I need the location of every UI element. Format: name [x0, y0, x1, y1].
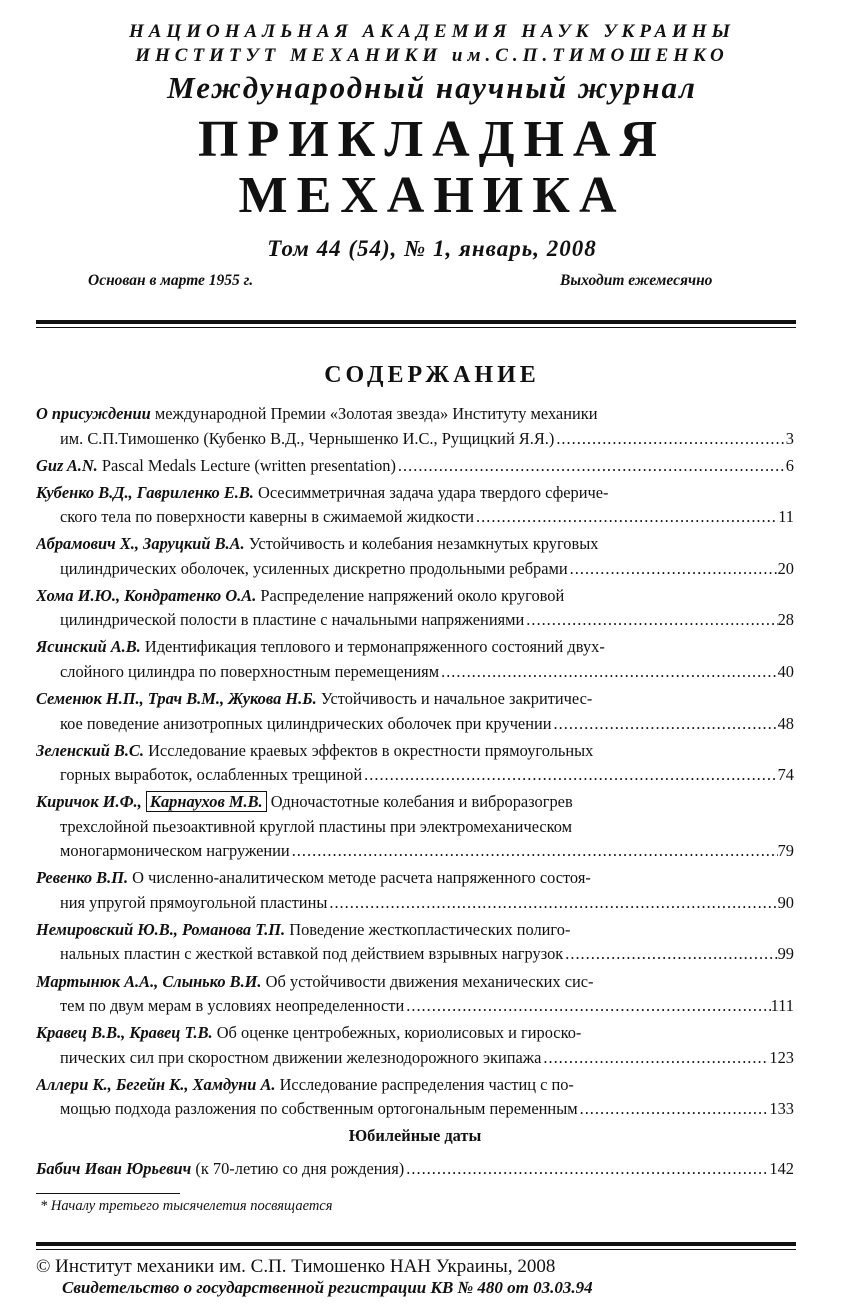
toc-title-cont: им. С.П.Тимошенко (Кубенко В.Д., Чернышенко И.С., Рущицкий Я.Я.) — [60, 428, 555, 448]
toc-page: 20 — [777, 558, 794, 578]
toc-authors: Абрамович Х., Заруцкий В.А. — [36, 534, 245, 554]
leader-dots — [396, 454, 786, 479]
toc-page: 142 — [769, 1158, 794, 1178]
leader-dots — [404, 994, 770, 1019]
toc-title: Идентификация теплового и термонапряженного состояний двух- — [144, 637, 605, 657]
toc-authors: Киричок И.Ф., — [36, 792, 142, 812]
toc-page: 111 — [770, 996, 794, 1016]
toc-title: (к 70-летию со дня рождения) — [195, 1158, 405, 1178]
toc-entry[interactable] — [36, 481, 794, 530]
toc-entry-jubilee[interactable] — [36, 1157, 794, 1182]
toc-title: О численно-аналитическом методе расчета напряженного состоя- — [132, 868, 591, 888]
toc-title-cont: тем по двум мерам в условиях неопределенности — [60, 996, 405, 1016]
toc-entry[interactable] — [36, 866, 794, 915]
toc-title: Поведение жесткопластических полиго- — [289, 919, 571, 939]
volume-issue: Том 44 (54), № 1, январь, 2008 — [267, 236, 597, 261]
jubilee-heading: Юбилейные даты — [348, 1126, 482, 1146]
toc-title-cont: цилиндрических оболочек, усиленных дискретно продольными ребрами — [60, 558, 568, 578]
toc-authors: Хома И.Ю., Кондратенко О.А. — [36, 585, 257, 605]
toc-authors: Кубенко В.Д., Гавриленко Е.В. — [36, 482, 254, 502]
toc-title: международной Премии «Золотая звезда» Институту механики — [154, 404, 598, 423]
toc-entry[interactable] — [36, 1073, 794, 1122]
toc-entry[interactable] — [36, 739, 794, 788]
footer-rule-thick — [36, 1242, 796, 1246]
header-rule-thin — [36, 327, 796, 328]
toc-authors: О присуждении — [36, 404, 151, 423]
toc-page: 74 — [777, 765, 794, 785]
toc-title-cont: моногармоническом нагружении — [60, 841, 290, 861]
toc-page: 11 — [778, 507, 794, 527]
footer-rule-thin — [36, 1249, 796, 1250]
toc-title: Исследование распределения частиц с по- — [279, 1074, 574, 1094]
toc-page: 99 — [777, 944, 794, 964]
leader-dots — [578, 1097, 770, 1122]
toc-authors: Кравец В.В., Кравец Т.В. — [36, 1023, 213, 1043]
toc-title-cont: ния упругой прямоугольной пластины — [60, 892, 328, 912]
footnote-rule — [36, 1193, 180, 1194]
toc-title: Одночастотные колебания и виброразогрев — [270, 792, 573, 812]
toc-title-cont: пических сил при скоростном движении железнодорожного экипажа — [60, 1047, 542, 1067]
toc-entry[interactable] — [36, 1021, 794, 1070]
toc-authors: Немировский Ю.В., Романова Т.П. — [36, 919, 286, 939]
founded-note: Основан в марте 1955 г. — [88, 272, 254, 289]
toc-title-cont: слойного цилиндра по поверхностным перемещениям — [60, 661, 440, 681]
leader-dots — [568, 557, 778, 582]
institute-name: ИНСТИТУТ МЕХАНИКИ им.С.П.ТИМОШЕНКО — [135, 45, 729, 66]
leader-dots — [474, 505, 778, 530]
toc-entry[interactable] — [36, 687, 794, 736]
masthead — [0, 20, 864, 294]
toc-boxed-author: Карнаухов М.В. — [146, 791, 267, 812]
leader-dots — [362, 763, 777, 788]
toc-entry[interactable] — [36, 402, 794, 451]
table-of-contents — [36, 402, 794, 1184]
toc-title-cont: цилиндрической полости в пластине с начальными напряжениями — [60, 610, 525, 630]
toc-authors: Зеленский В.С. — [36, 740, 144, 760]
toc-entry[interactable] — [36, 970, 794, 1019]
toc-page: 123 — [769, 1047, 794, 1067]
toc-authors: Бабич Иван Юрьевич — [36, 1158, 192, 1178]
leader-dots — [327, 891, 777, 916]
toc-title-cont: трехслойной пьезоактивной круглой пластины при электромеханическом — [60, 816, 573, 836]
toc-page: 40 — [777, 661, 794, 681]
footnote: * Началу третьего тысячелетия посвящается — [40, 1198, 333, 1214]
leader-dots — [563, 942, 777, 967]
toc-title-cont: горных выработок, ослабленных трещиной — [60, 765, 363, 785]
toc-page: 79 — [777, 841, 794, 861]
toc-page: 48 — [777, 713, 794, 733]
toc-title: Устойчивость и колебания незамкнутых круговых — [248, 534, 599, 554]
toc-title: Распределение напряжений около круговой — [260, 585, 565, 605]
academy-name: НАЦИОНАЛЬНАЯ АКАДЕМИЯ НАУК УКРАИНЫ — [128, 21, 736, 42]
frequency-note: Выходит ежемесячно — [560, 272, 713, 289]
toc-title: Об устойчивости движения механических сис- — [265, 971, 594, 991]
leader-dots — [290, 839, 778, 864]
toc-entry[interactable] — [36, 790, 794, 864]
toc-title-cont: нальных пластин с жесткой вставкой под действием взрывных нагрузок — [60, 944, 564, 964]
toc-authors: Семенюк Н.П., Трач В.М., Жукова Н.Б. — [36, 689, 317, 709]
toc-entry[interactable] — [36, 635, 794, 684]
toc-page: 28 — [777, 610, 794, 630]
journal-title-line1: ПРИКЛАДНАЯ — [198, 111, 666, 168]
journal-title-line2: МЕХАНИКА — [238, 167, 626, 224]
contents-heading: СОДЕРЖАНИЕ — [324, 362, 540, 388]
toc-title: Устойчивость и начальное закритичес- — [320, 689, 593, 709]
toc-title: Pascal Medals Lecture (written presentation) — [101, 455, 396, 475]
toc-title: Исследование краевых эффектов в окрестности прямоугольных — [148, 740, 594, 760]
leader-dots — [439, 660, 778, 685]
toc-title-cont: мощью подхода разложения по собственным ортогональным переменным — [60, 1099, 578, 1119]
subline — [0, 272, 864, 294]
leader-dots — [552, 712, 778, 737]
toc-page: 6 — [785, 455, 794, 475]
toc-authors: Ясинский А.В. — [36, 637, 141, 657]
toc-entry[interactable] — [36, 584, 794, 633]
leader-dots — [554, 427, 785, 452]
toc-authors: Аллери К., Бегейн К., Хамдуни А. — [36, 1074, 276, 1094]
toc-entry[interactable] — [36, 532, 794, 581]
toc-authors: Ревенко В.П. — [36, 868, 129, 888]
journal-type: Международный научный журнал — [167, 70, 697, 105]
toc-title: Осесимметричная задача удара твердого сфериче- — [258, 482, 609, 502]
toc-title-cont: ского тела по поверхности каверны в сжимаемой жидкости — [60, 507, 475, 527]
toc-entry[interactable] — [36, 918, 794, 967]
leader-dots — [524, 608, 777, 633]
toc-page: 3 — [785, 428, 794, 448]
toc-authors: Guz A.N. — [36, 455, 98, 475]
toc-title: Об оценке центробежных, кориолисовых и гироско- — [216, 1023, 582, 1043]
leader-dots — [404, 1157, 769, 1182]
leader-dots — [541, 1046, 769, 1071]
toc-page: 133 — [769, 1099, 794, 1119]
copyright: © Институт механики им. С.П. Тимошенко НАН Украины, 2008 — [36, 1256, 556, 1277]
registration-certificate: Свидетельство о государственной регистрации КВ № 480 от 03.03.94 — [62, 1278, 593, 1297]
toc-page: 90 — [777, 892, 794, 912]
toc-title-cont: кое поведение анизотропных цилиндрических оболочек при кручении — [60, 713, 552, 733]
header-rule-thick — [36, 320, 796, 324]
toc-entry[interactable] — [36, 454, 794, 479]
toc-authors: Мартынюк А.А., Слынько В.И. — [36, 971, 262, 991]
